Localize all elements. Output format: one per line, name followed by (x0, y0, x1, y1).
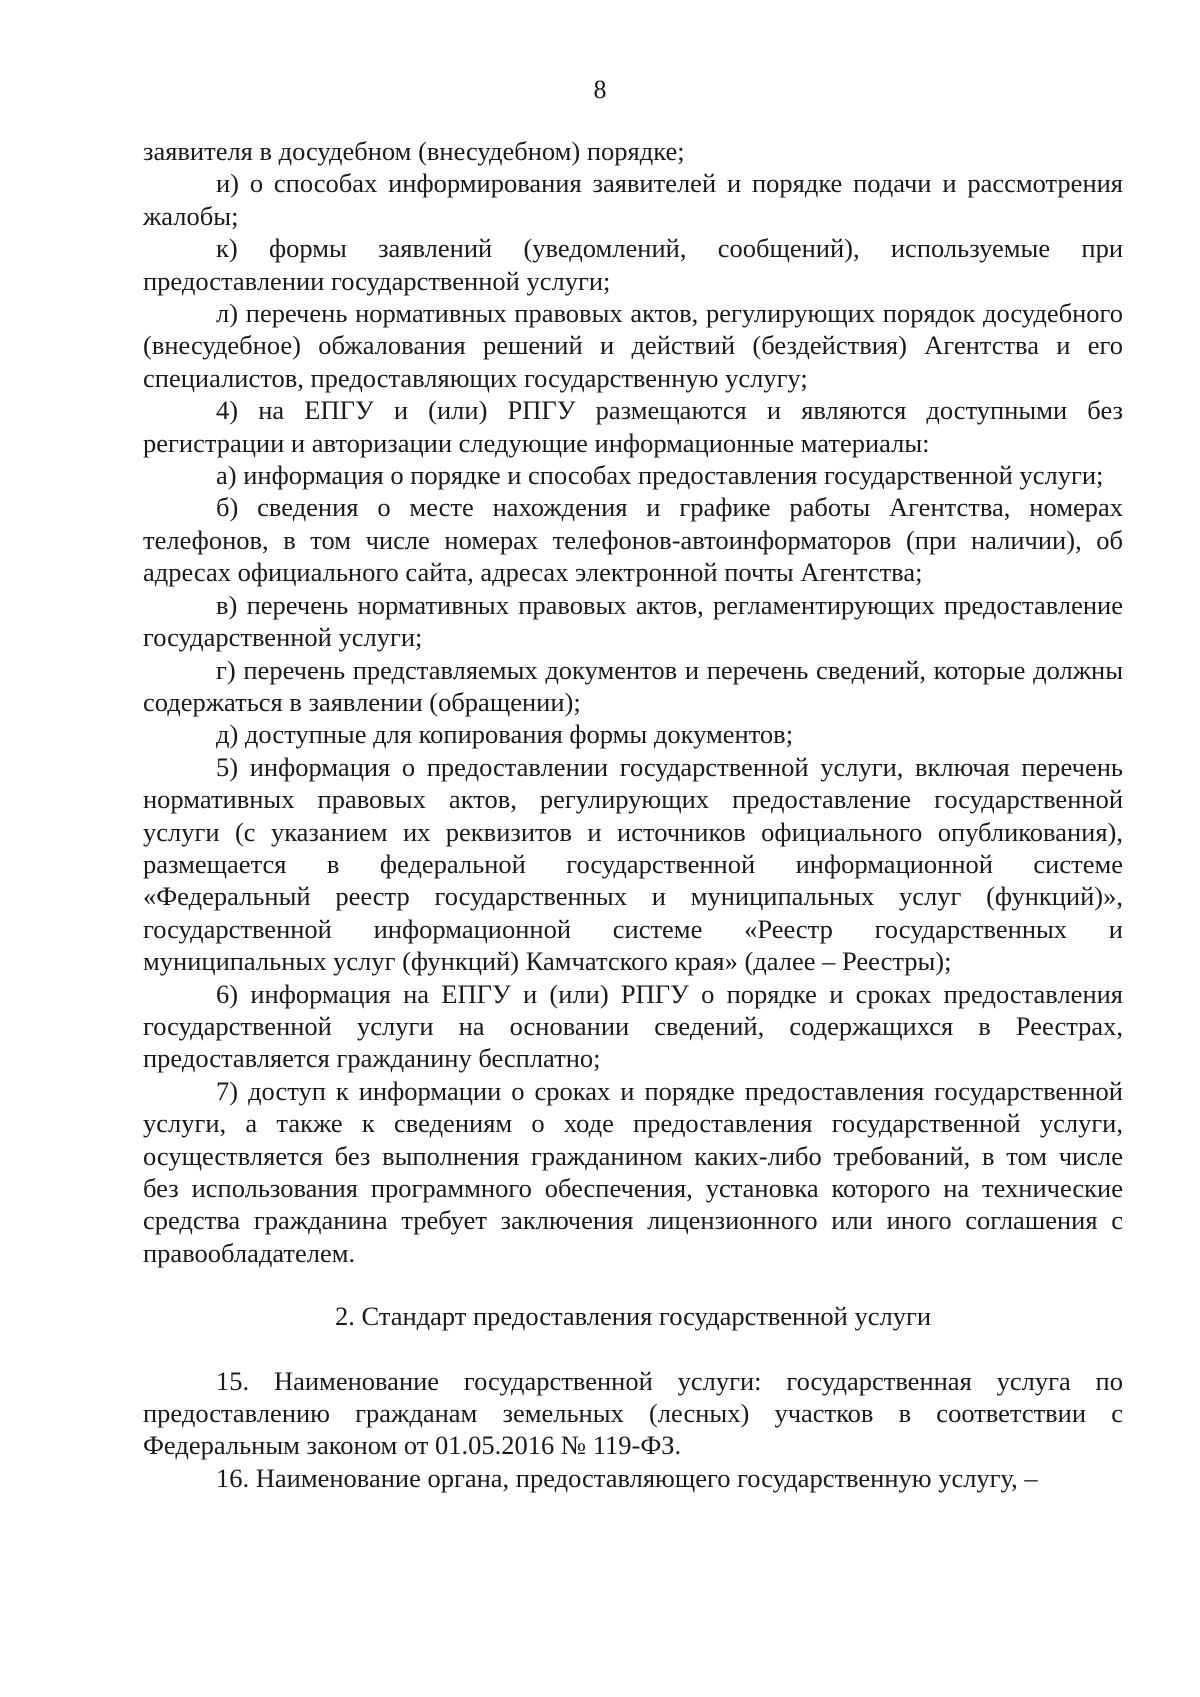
paragraph-item-d: д) доступные для копирования формы документов; (216, 719, 794, 750)
page-number: 8 (593, 75, 607, 104)
paragraph-item-4: 4) на ЕПГУ и (или) РПГУ размещаются и являются доступными без регистрации и авторизации следующие информационные материалы: (143, 395, 1123, 458)
paragraph-15: 15. Наименование государственной услуги: государственная услуга по предоставлению гражданам земельных (лесных) участков в соответствии с Федеральным законом от 01.05.2016 № 119-ФЗ. (143, 1365, 1123, 1461)
paragraph-item-v: в) перечень нормативных правовых актов, регламентирующих предоставление государственной услуги; (143, 589, 1123, 653)
paragraph-item-b: б) сведения о месте нахождения и графике работы Агентства, номерах телефонов, в том числе номерах телефонов-автоинформаторов (при наличии), об адресах официального сайта, адресах электронной почты Агентства; (143, 492, 1123, 588)
paragraph-item-g: г) перечень представляемых документов и перечень сведений, которые должны содержаться в заявлении (обращении); (143, 654, 1123, 717)
paragraph-item-5: 5) информация о предоставлении государственной услуги, включая перечень нормативных правовых актов, регулирующих предоставление государственной услуги (с указанием их реквизитов и источников официального опубликования), размещается в федеральной государственной информационной системе «Федеральный реестр государственных и муниципальных услуг (функций)», государственной информационной системе «Реестр государственных и муниципальных услуг (функций) Камчатского края» (далее – Реестры); (143, 751, 1123, 977)
paragraph-item-i: и) о способах информирования заявителей и порядке подачи и рассмотрения жалобы; (143, 168, 1123, 231)
paragraph-item-6: 6) информация на ЕПГУ и (или) РПГУ о порядке и сроках предоставления государственной услуги на основании сведений, содержащихся в Реестрах, предоставляется гражданину бесплатно; (143, 978, 1123, 1074)
paragraph-item-a: а) информация о порядке и способах предоставления государственной услуги; (216, 460, 1104, 491)
paragraph-item-7: 7) доступ к информации о сроках и порядке предоставления государственной услуги, а также к сведениям о ходе предоставления государственной услуги, осуществляется без выполнения гражданином каких-либо требований, в том числе без использования программного обеспечения, установка которого на технические средства гражданина требует заключения лицензионного или иного соглашения с правообладателем. (143, 1075, 1123, 1268)
document-body (143, 135, 1123, 1494)
paragraph-item-l: л) перечень нормативных правовых актов, регулирующих порядок досудебного (внесудебное) обжалования решений и действий (бездействия) Агентства и его специалистов, предоставляющих государственную услугу; (143, 298, 1123, 393)
paragraph-continuation: заявителя в досудебном (внесудебном) порядке; (143, 136, 685, 166)
paragraph-item-k: к) формы заявлений (уведомлений, сообщений), используемые при предоставлении государственной услуги; (143, 233, 1123, 296)
section-heading: 2. Стандарт предоставления государственной услуги (334, 1301, 932, 1332)
paragraph-16: 16. Наименование органа, предоставляющего государственную услугу, – (216, 1462, 1038, 1493)
